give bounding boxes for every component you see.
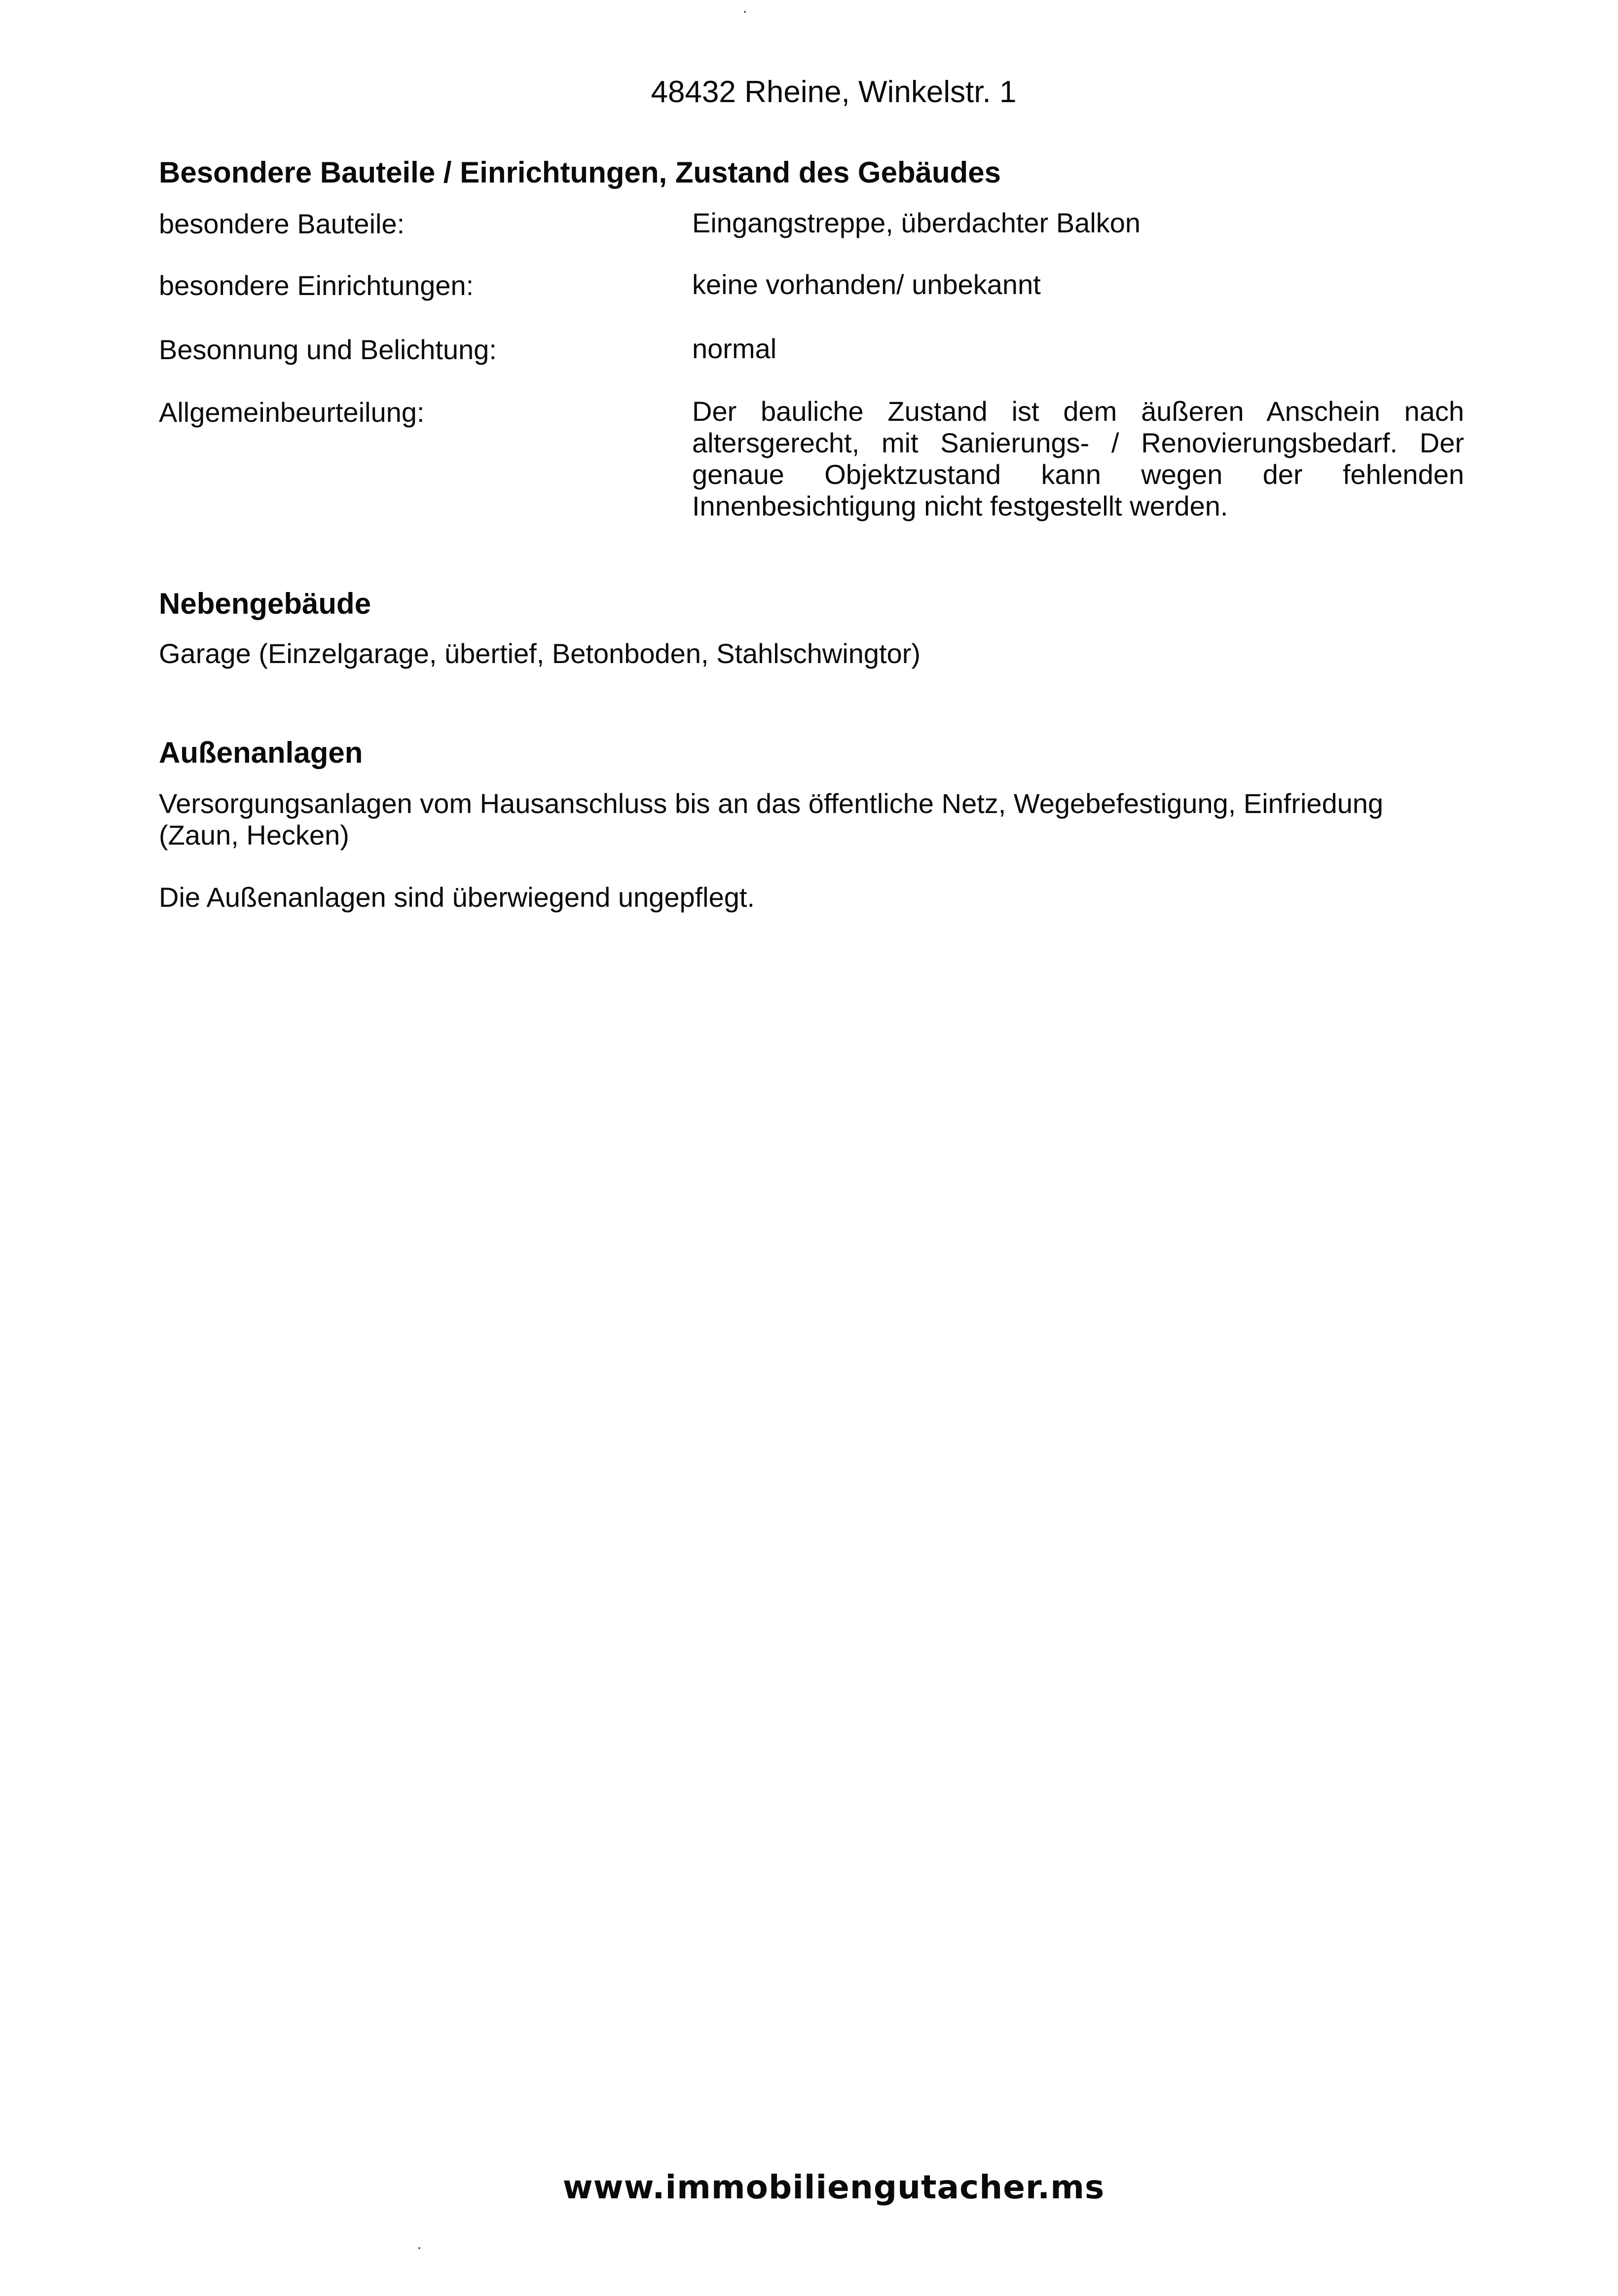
outdoor-paragraph-utilities: Versorgungsanlagen vom Hausanschluss bis an das öffentliche Netz, Wegebefestigung, Einfriedung (Zaun, Hecken) <box>159 788 1384 851</box>
row-value-special-facilities: keine vorhanden/ unbekannt <box>692 269 1041 300</box>
outbuildings-text: Garage (Einzelgarage, übertief, Betonboden, Stahlschwingtor) <box>159 638 921 669</box>
section-heading-components: Besondere Bauteile / Einrichtungen, Zustand des Gebäudes <box>159 156 1001 189</box>
page-header-address: 48432 Rheine, Winkelstr. 1 <box>651 75 1017 109</box>
row-label-sunlight: Besonnung und Belichtung: <box>159 334 497 365</box>
row-label-general-assessment: Allgemeinbeurteilung: <box>159 397 425 428</box>
row-label-special-components: besondere Bauteile: <box>159 208 405 239</box>
scan-speck-top <box>744 11 746 13</box>
row-value-special-components: Eingangstreppe, überdachter Balkon <box>692 207 1141 238</box>
section-heading-outbuildings: Nebengebäude <box>159 587 371 620</box>
footer-website-url: www.immobiliengutacher.ms <box>562 2168 1105 2206</box>
row-value-general-assessment: Der bauliche Zustand ist dem äußeren Anschein nach altersgerecht, mit Sanierungs- / Renovierungsbedarf. Der genaue Objektzustand kann wegen der fehlenden Innenbesichtigung nicht festgestellt werden. <box>692 396 1464 521</box>
row-value-sunlight: normal <box>692 333 777 364</box>
scan-speck-bottom <box>418 2247 420 2249</box>
row-label-special-facilities: besondere Einrichtungen: <box>159 270 474 301</box>
outdoor-paragraph-condition: Die Außenanlagen sind überwiegend ungepflegt. <box>159 882 755 913</box>
section-heading-outdoor-facilities: Außenanlagen <box>159 736 363 769</box>
